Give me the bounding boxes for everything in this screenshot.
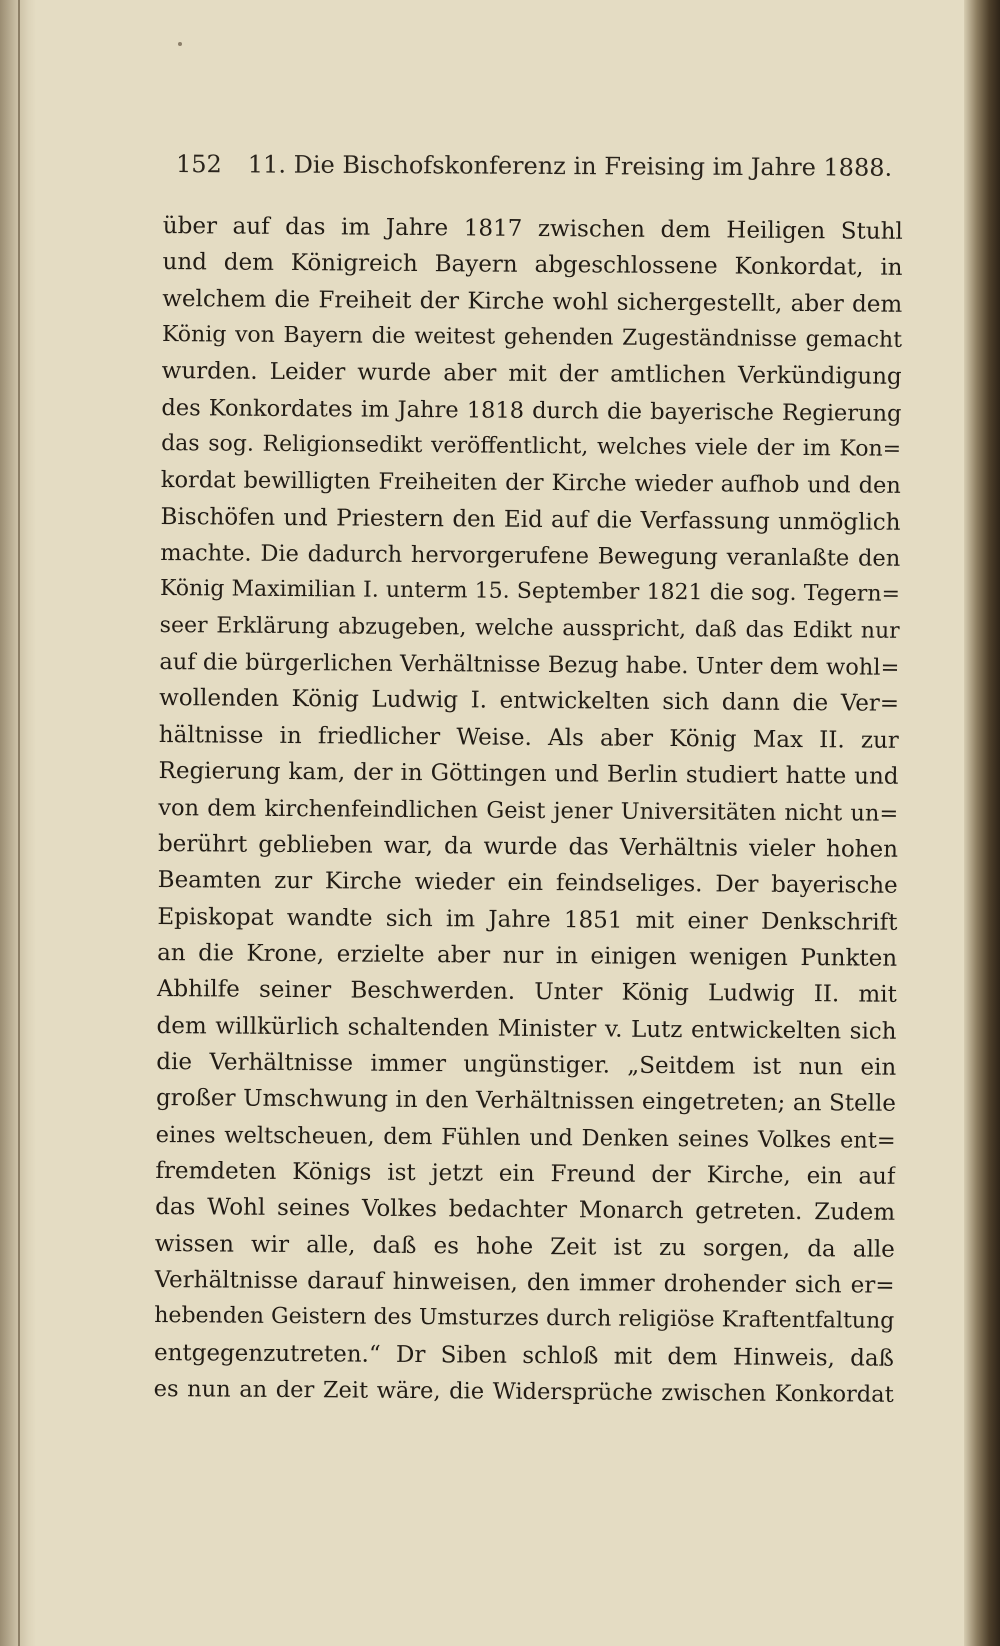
text-line: König von Bayern die weitest gehenden Zugeständnisse gemacht	[161, 322, 903, 353]
text-line: kordat bewilligten Freiheiten der Kirche wieder aufhob und den	[160, 467, 901, 500]
page-header	[175, 150, 893, 190]
binding-gutter	[0, 0, 36, 1646]
text-line: dem willkürlich schaltenden Minister v. Lutz entwickelten sich	[156, 1012, 897, 1045]
text-line: Episkopat wandte sich im Jahre 1851 mit einer Denkschrift	[157, 903, 898, 936]
text-line: an die Krone, erzielte aber nur in einigen wenigen Punkten	[157, 939, 898, 972]
text-line: entgegenzutreten.“ Dr Siben schloß mit dem Hinweis, daß	[153, 1339, 895, 1372]
text-line: auf die bürgerlichen Verhältnisse Bezug habe. Unter dem wohl=	[159, 649, 900, 681]
text-line: hebenden Geistern des Umsturzes durch religiöse Kraftentfaltung	[154, 1303, 895, 1335]
text-line: wollenden König Ludwig I. entwickelten sich dann die Ver=	[159, 685, 900, 718]
body-text	[154, 208, 903, 1413]
text-line: hältnisse in friedlicher Weise. Als aber König Max II. zur	[158, 721, 899, 754]
page-number: 152	[175, 150, 222, 179]
text-line: machte. Die dadurch hervorgerufene Bewegung veranlaßte den	[160, 540, 901, 572]
text-line: die Verhältnisse immer ungünstiger. „Seitdem ist nun ein	[156, 1048, 897, 1081]
text-line: berührt geblieben war, da wurde das Verhältnis vieler hohen	[157, 830, 899, 863]
text-line: von dem kirchenfeindlichen Geist jener Universitäten nicht un=	[158, 794, 899, 827]
paper-speck	[178, 42, 182, 46]
text-line: das Wohl seines Volkes bedachter Monarch getreten. Zudem	[155, 1194, 896, 1227]
text-line: das sog. Religionsedikt veröffentlicht, welches viele der im Kon=	[161, 431, 902, 462]
text-line: eines weltscheuen, dem Fühlen und Denken seines Volkes ent=	[155, 1121, 896, 1154]
text-line: Regierung kam, der in Göttingen und Berlin studiert hatte und	[158, 758, 899, 790]
running-head: 11. Die Bischofskonferenz in Freising im Jahre 1888.	[247, 150, 893, 182]
text-line: wurden. Leider wurde aber mit der amtlichen Verkündigung	[161, 358, 902, 391]
text-line: Abhilfe seiner Beschwerden. Unter König Ludwig II. mit	[156, 976, 897, 1009]
text-line: wissen wir alle, daß es hohe Zeit ist zu sorgen, da alle	[154, 1230, 895, 1263]
page-edge-shadow	[964, 0, 1000, 1646]
text-line: König Maximilian I. unterm 15. September 1821 die sog. Tegern=	[159, 576, 901, 608]
text-line: des Konkordates im Jahre 1818 durch die bayerische Regierung	[161, 394, 902, 427]
text-line: großer Umschwung in den Verhältnissen eingetreten; an Stelle	[155, 1085, 897, 1118]
text-line: fremdeten Königs ist jetzt ein Freund der Kirche, ein auf	[155, 1157, 896, 1190]
text-line: Beamten zur Kirche wieder ein feindseliges. Der bayerische	[157, 867, 898, 899]
text-line: Verhältnisse darauf hinweisen, den immer drohender sich er=	[154, 1266, 895, 1299]
text-line: und dem Königreich Bayern abgeschlossene Konkordat, in	[162, 249, 903, 282]
text-line: seer Erklärung abzugeben, welche ausspricht, daß das Edikt nur	[159, 612, 900, 644]
text-line: welchem die Freiheit der Kirche wohl sichergestellt, aber dem	[162, 285, 903, 318]
text-line: über auf das im Jahre 1817 zwischen dem Heiligen Stuhl	[162, 212, 903, 245]
text-line: Bischöfen und Priestern den Eid auf die Verfassung unmöglich	[160, 503, 901, 536]
text-line: es nun an der Zeit wäre, die Widersprüche zwischen Konkordat	[153, 1375, 894, 1408]
